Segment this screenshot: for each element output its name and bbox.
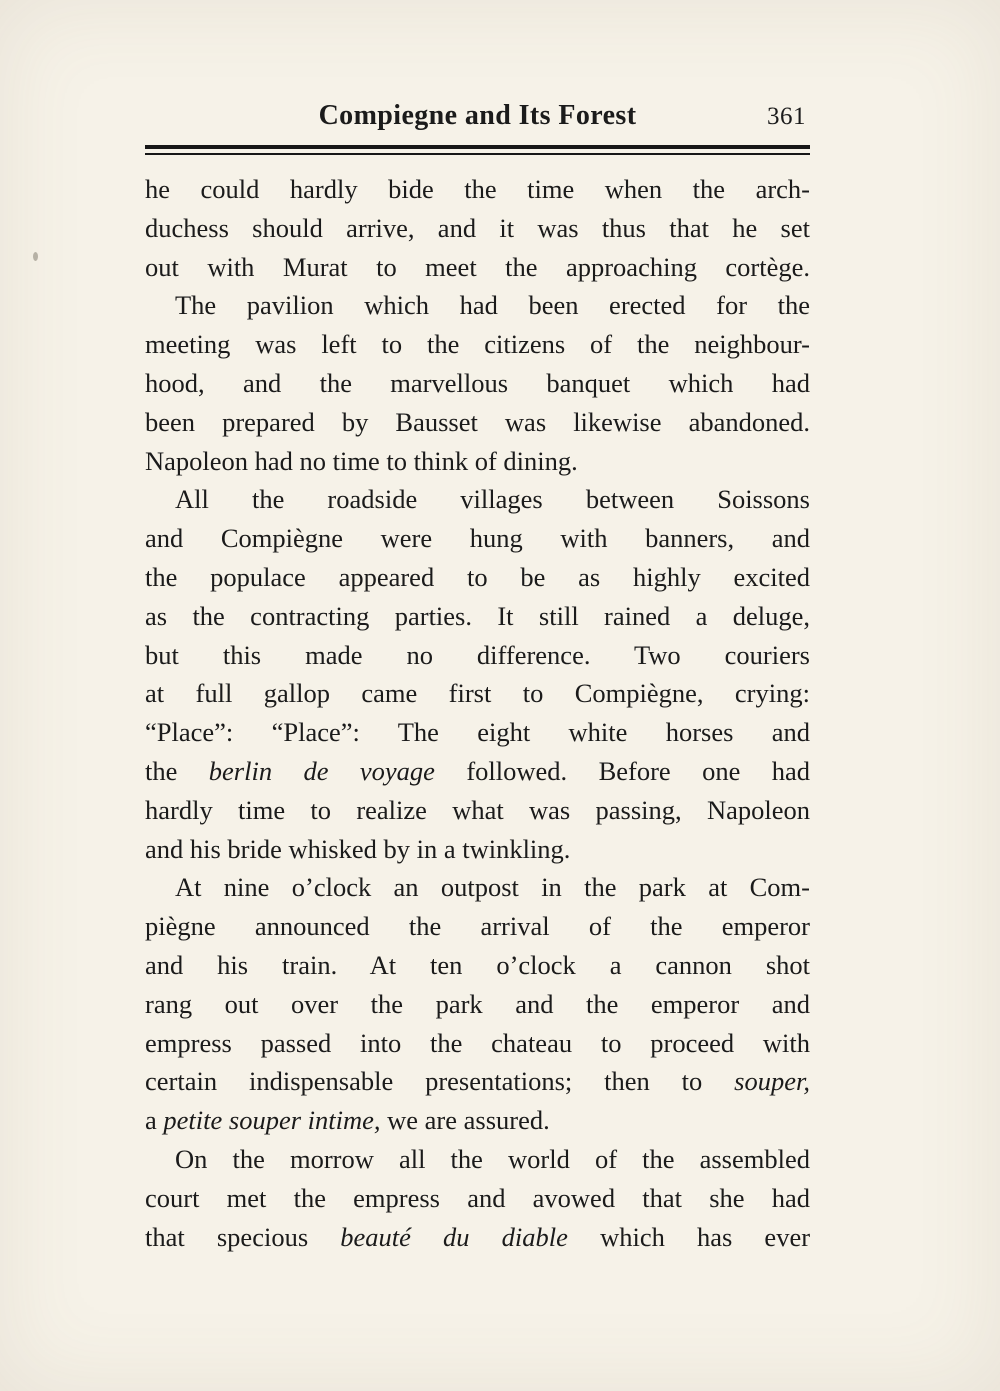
text-line: [145, 403, 810, 442]
text-run: he could hardly bide the time when the arch-: [145, 174, 810, 204]
text-run: but this made no difference. Two couriers: [145, 639, 810, 670]
text-run: empress passed into the chateau to proceed with: [145, 1027, 810, 1058]
text-line: [145, 636, 810, 675]
text-line: [145, 558, 810, 597]
text-line: [145, 713, 810, 752]
text-run: out with Murat to meet the approaching cortège.: [145, 251, 810, 282]
text-run: court met the empress and avowed that she had: [145, 1182, 810, 1213]
text-run: and Compiègne were hung with banners, and: [145, 523, 810, 554]
text-line: [145, 325, 810, 364]
text-run: as the contracting parties. It still rained a deluge,: [145, 600, 810, 631]
paragraph: [145, 480, 810, 868]
page-body: [145, 170, 810, 1256]
text-run: “Place”: “Place”: The eight white horses and: [145, 717, 810, 748]
text-run: been prepared by Bausset was likewise abandoned.: [145, 406, 810, 437]
text-line: [145, 442, 810, 481]
text-run: rang out over the park and the emperor and: [145, 988, 810, 1019]
text-run: hood, and the marvellous banquet which had: [145, 367, 810, 398]
text-run: and his bride whisked by in a twinkling.: [145, 833, 571, 864]
text-run: piègne announced the arrival of the emperor: [145, 911, 810, 942]
text-run: which has ever: [567, 1221, 811, 1252]
text-run: a: [145, 1105, 164, 1136]
text-run: Napoleon had no time to think of dining.: [145, 445, 578, 476]
text-run: All the roadside villages between Soissons: [175, 484, 810, 515]
text-run: that specious: [145, 1221, 341, 1252]
text-run: hardly time to realize what was passing, Napoleon: [145, 794, 810, 825]
text-line: [145, 1140, 810, 1179]
text-run: at full gallop came first to Compiègne, crying:: [145, 678, 810, 709]
text-run: At nine o’clock an outpost in the park at Com-: [175, 872, 810, 903]
text-run: followed. Before one had: [434, 755, 810, 786]
text-line: [145, 1218, 810, 1257]
text-line: [145, 868, 810, 907]
text-line: [145, 286, 810, 325]
text-line: [145, 248, 810, 287]
text-run: On the morrow all the world of the assembled: [175, 1143, 810, 1174]
paragraph: [145, 1140, 810, 1256]
italic-text-run: berlin de voyage: [208, 755, 435, 786]
text-line: [145, 170, 810, 209]
text-line: [145, 830, 810, 869]
text-run: duchess should arrive, and it was thus that he set: [145, 212, 810, 243]
text-line: [145, 791, 810, 830]
text-line: [145, 597, 810, 636]
text-line: [145, 946, 810, 985]
italic-text-run: souper,: [734, 1066, 810, 1097]
text-line: [145, 480, 810, 519]
paragraph: [145, 170, 810, 286]
running-title: Compiegne and Its Forest: [318, 100, 637, 131]
page-number: 361: [767, 103, 806, 130]
text-line: [145, 1101, 810, 1140]
text-line: [145, 1179, 810, 1218]
text-run: we are assured.: [380, 1105, 550, 1136]
text-line: [145, 209, 810, 248]
text-run: The pavilion which had been erected for the: [175, 290, 810, 321]
text-line: [145, 752, 810, 791]
paragraph: [145, 286, 810, 480]
text-run: and his train. At ten o’clock a cannon shot: [145, 949, 810, 980]
text-run: the populace appeared to be as highly excited: [145, 561, 810, 592]
text-line: [145, 985, 810, 1024]
text-line: [145, 519, 810, 558]
scan-artifact: [33, 252, 38, 261]
text-run: the: [145, 755, 209, 786]
paragraph: [145, 868, 810, 1140]
text-run: meeting was left to the citizens of the neighbour-: [145, 329, 810, 360]
text-line: [145, 907, 810, 946]
text-line: [145, 674, 810, 713]
text-run: certain indispensable presentations; then to: [145, 1066, 735, 1097]
double-rule: [145, 145, 810, 155]
text-line: [145, 1062, 810, 1101]
italic-text-run: beauté du diable: [340, 1221, 568, 1252]
page-header: [145, 100, 810, 142]
text-line: [145, 364, 810, 403]
italic-text-run: petite souper intime,: [163, 1105, 381, 1136]
text-line: [145, 1024, 810, 1063]
